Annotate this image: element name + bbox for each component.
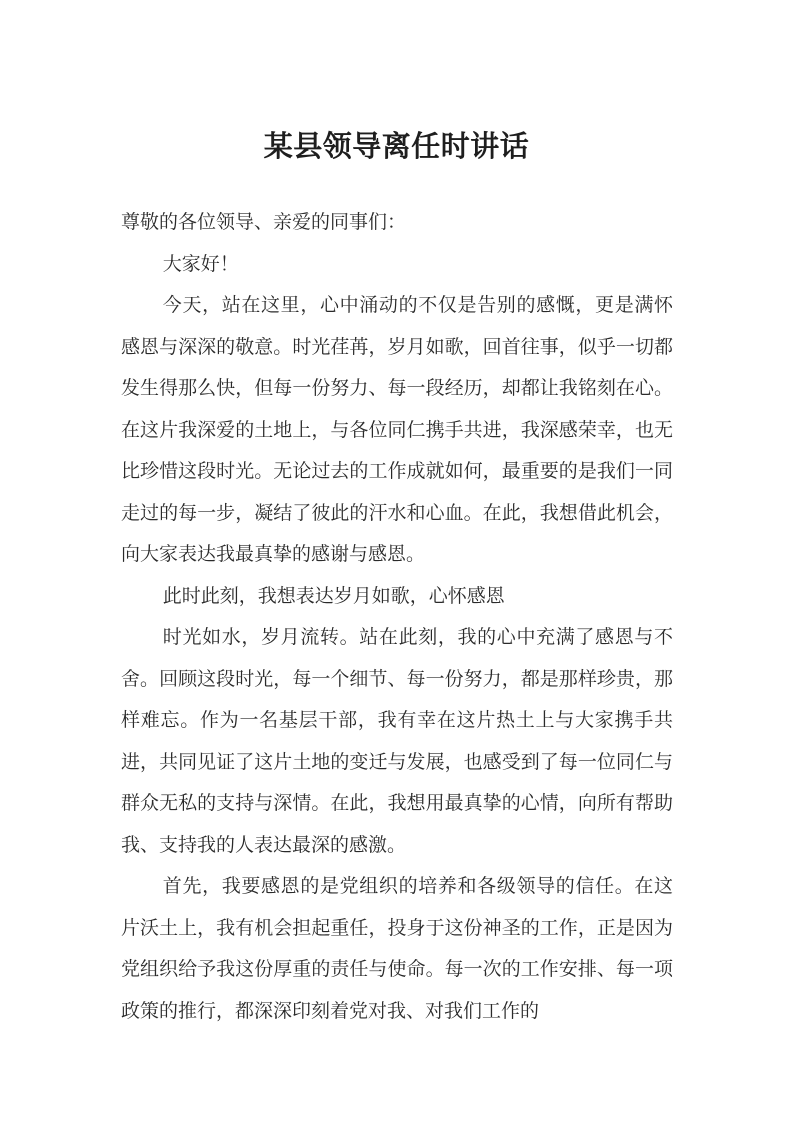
section-heading: 此时此刻，我想表达岁月如歌，心怀感恩 xyxy=(162,584,505,607)
paragraph-reflection: 时光如水，岁月流转。站在此刻，我的心中充满了感恩与不舍。回顾这段时光，每一个细节、每一份努力，都是那样珍贵，那样难忘。作为一名基层干部，我有幸在这片热土上与大家携手共进，共同见证了这片土地的变迁与发展，也感受到了每一位同仁与群众无私的支持与深情。在此，我想用最真挚的心情，向所有帮助我、支持我的人表达最深的感激。 xyxy=(121,626,673,856)
paragraph-gratitude-party: 首先，我要感恩的是党组织的培养和各级领导的信任。在这片沃土上，我有机会担起重任，投身于这份神圣的工作，正是因为党组织给予我这份厚重的责任与使命。每一次的工作安排、每一项政策的推行，都深深印刻着党对我、对我们工作的 xyxy=(121,875,673,1022)
salutation: 尊敬的各位领导、亲爱的同事们： xyxy=(121,211,407,233)
document-title: 某县领导离任时讲话 xyxy=(263,129,530,163)
document-body xyxy=(121,202,673,1032)
paragraph-greeting: 大家好！ xyxy=(162,252,239,275)
paragraph-opening: 今天，站在这里，心中涌动的不仅是告别的感慨，更是满怀感恩与深深的敬意。时光荏苒，岁月如歌，回首往事，似乎一切都发生得那么快，但每一份努力、每一段经历，却都让我铭刻在心。在这片我深爱的土地上，与各位同仁携手共进，我深感荣幸，也无比珍惜这段时光。无论过去的工作成就如何，最重要的是我们一同走过的每一步，凝结了彼此的汗水和心血。在此，我想借此机会，向大家表达我最真挚的感谢与感恩。 xyxy=(121,294,673,565)
